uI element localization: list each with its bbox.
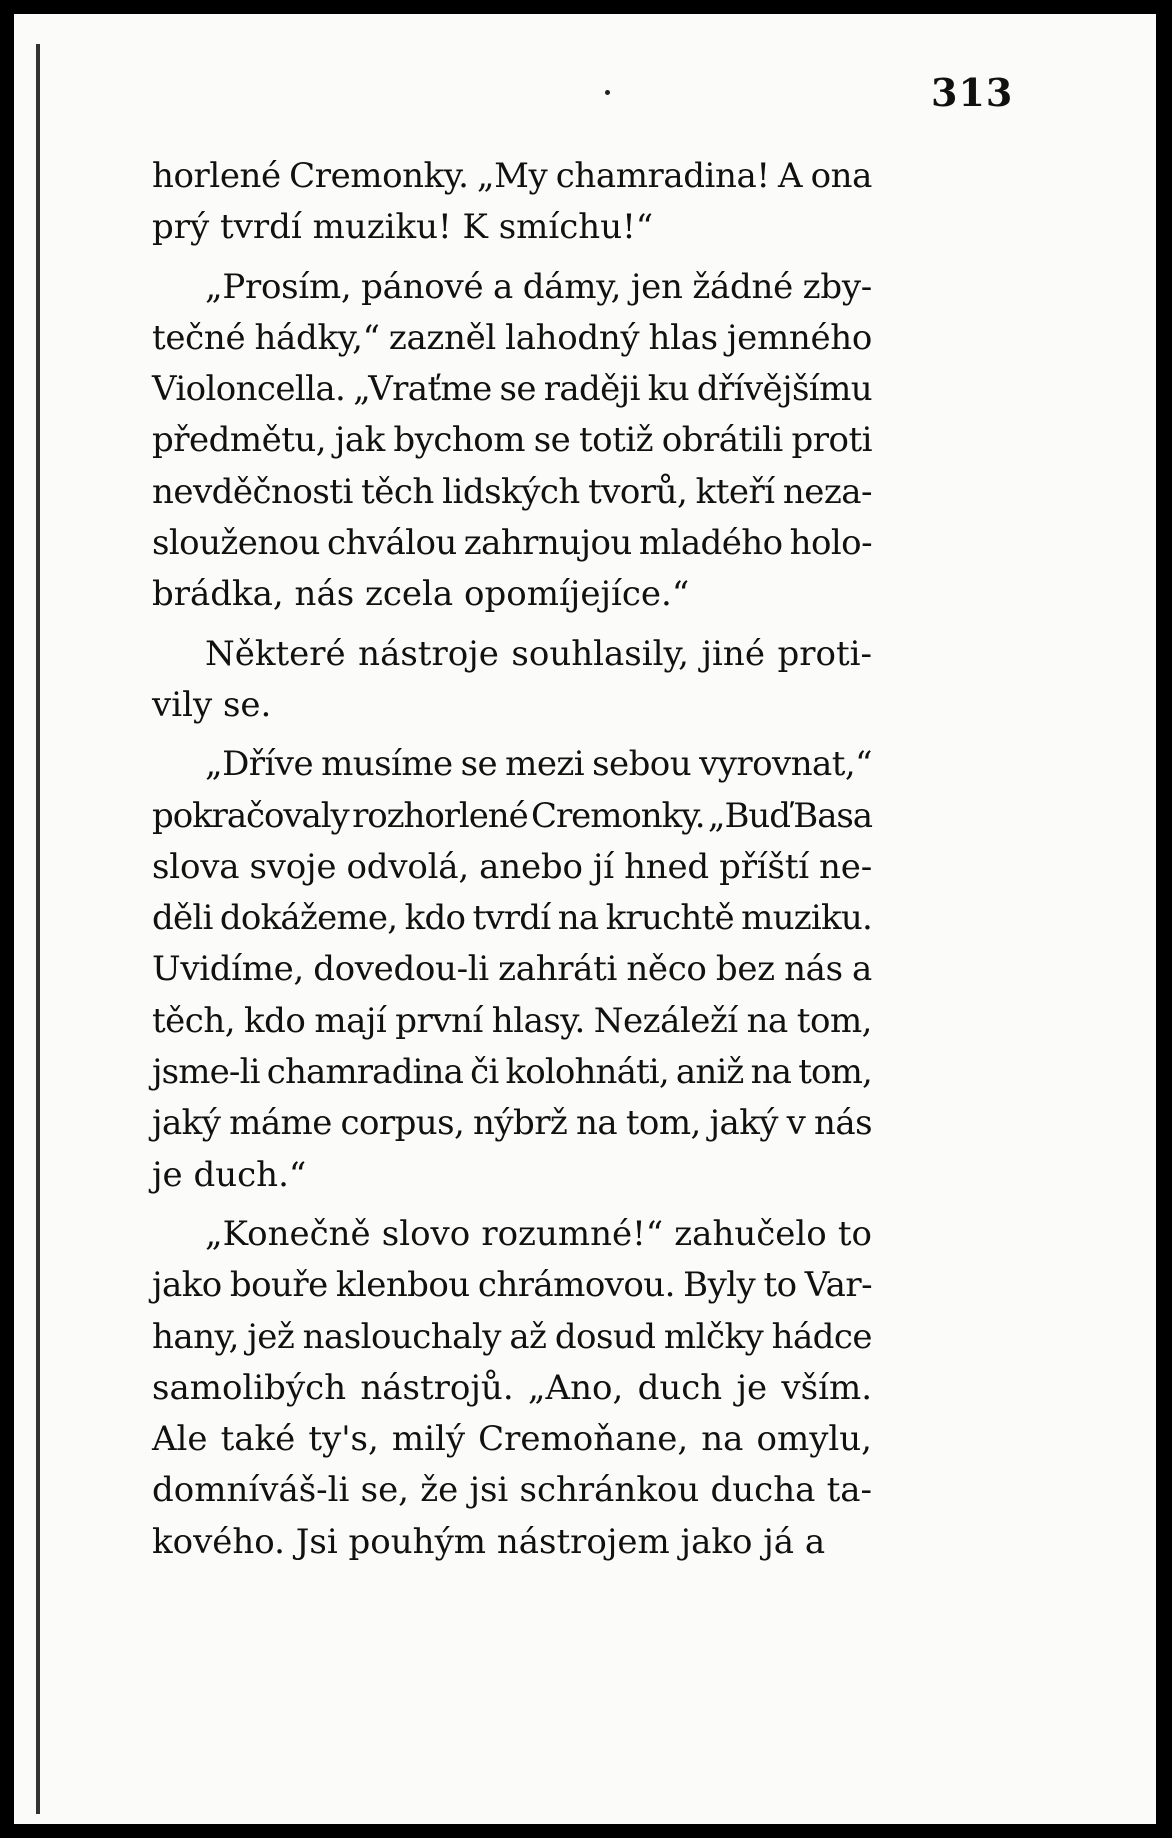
text-line: předmětu, jak bychom se totiž obrátili proti	[152, 420, 872, 461]
text-line: nevděčnosti těch lidských tvorů, kteří neza-	[152, 471, 872, 512]
paragraph-gap	[152, 621, 1016, 629]
ink-dot	[605, 90, 610, 95]
text-line: jaký máme corpus, nýbrž na tom, jaký v nás	[152, 1103, 872, 1144]
text-line: tečné hádky,“ zazněl lahodný hlas jemného	[152, 317, 872, 358]
text-line: „Prosím, pánové a dámy, jen žádné zby-	[205, 266, 872, 307]
paragraph-gap	[152, 731, 1016, 739]
text-line: kového. Jsi pouhým nástrojem jako já a	[152, 1521, 826, 1562]
book-page	[14, 14, 1156, 1824]
text-line: horlené Cremonky. „My chamradina! A ona	[152, 156, 872, 196]
text-line: slova svoje odvolá, anebo jí hned příští ne-	[152, 846, 872, 887]
page-number: 313	[931, 70, 1014, 115]
text-line: samolibých nástrojů. „Ano, duch je vším.	[152, 1367, 872, 1408]
scan-edge	[36, 44, 40, 1814]
paragraph-gap	[152, 1201, 1016, 1209]
body-text	[152, 151, 1016, 1568]
text-line: Některé nástroje souhlasily, jiné proti-	[205, 633, 872, 674]
text-line: prý tvrdí muziku! K smíchu!“	[152, 207, 654, 248]
text-line: domníváš-li se, že jsi schránkou ducha ta-	[152, 1470, 872, 1511]
text-line: slouženou chválou zahrnujou mladého holo-	[152, 523, 872, 564]
text-line: jsme-li chamradina či kolohnáti, aniž na tom,	[152, 1052, 872, 1093]
text-line: jako bouře klenbou chrámovou. Byly to Var-	[152, 1265, 872, 1306]
text-line: je duch.“	[152, 1154, 307, 1195]
text-line: Ale také ty's, milý Cremoňane, na omylu,	[152, 1419, 872, 1460]
text-line: těch, kdo mají první hlasy. Nezáleží na tom,	[152, 1000, 872, 1041]
text-line: „Dříve musíme se mezi sebou vyrovnat,“	[205, 744, 872, 785]
text-line: hany, jež naslouchaly až dosud mlčky hádce	[152, 1316, 872, 1357]
text-line: vily se.	[152, 684, 272, 725]
text-line: Violoncella. „Vraťme se raději ku dřívějšímu	[152, 369, 872, 410]
text-line: Uvidíme, dovedou-li zahráti něco bez nás a	[152, 949, 872, 990]
text-line: „Konečně slovo rozumné!“ zahučelo to	[205, 1213, 872, 1254]
text-line: pokračovaly rozhorlené Cremonky. „Buď Basa	[152, 795, 872, 836]
text-line: brádka, nás zcela opomíjejíce.“	[152, 574, 690, 615]
paragraph-gap	[152, 254, 1016, 262]
text-line: děli dokážeme, kdo tvrdí na kruchtě muziku.	[152, 898, 872, 939]
